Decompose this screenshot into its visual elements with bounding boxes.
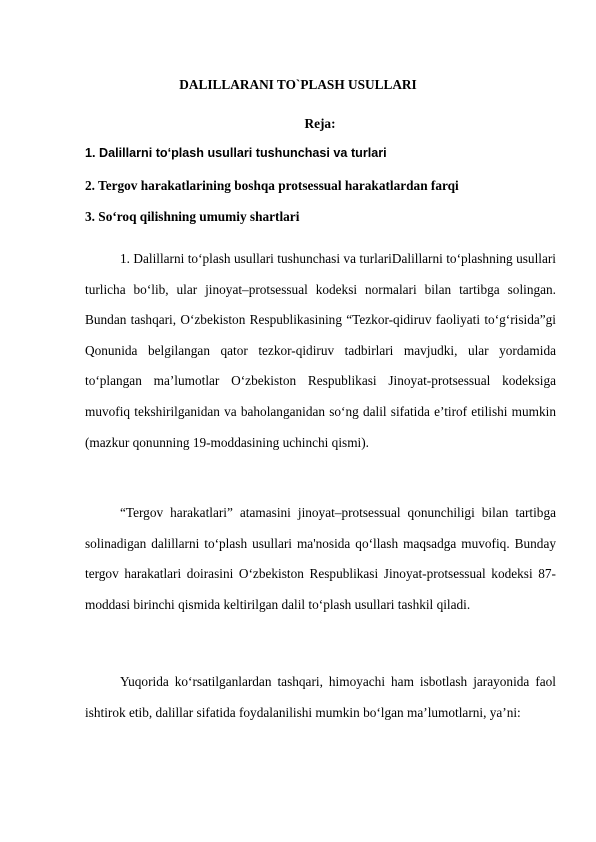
- plan-item-2: 2. Tergov harakatlarining boshqa protsessual harakatlardan farqi: [85, 178, 459, 193]
- body-paragraph-3: [85, 667, 556, 728]
- paragraph-text: “Tergov harakatlari” atamasini jinoyat–protsessual qonunchiligi bilan tartibga solinadigan dalillarni to‘plash usullari ma'nosida qo‘llash maqsadga muvofiq. Bunday tergov harakatlari doirasini O‘zbekiston Respublikasi Jinoyat-protsessual kodeksi 87-moddasi birinchi qismida keltirilgan dalil to‘plash usullari tashkil qiladi.: [85, 505, 556, 612]
- plan-item-3: 3. So‘roq qilishning umumiy shartlari: [85, 209, 300, 224]
- body-paragraph-2: [85, 498, 556, 620]
- document-title: DALILLARANI TO`PLASH USULLARI: [179, 77, 417, 92]
- paragraph-text: Yuqorida ko‘rsatilganlardan tashqari, himoyachi ham isbotlash jarayonida faol ishtirok etib, dalillar sifatida foydalanilishi mumkin bo‘lgan ma’lumotlarni, ya’ni:: [85, 674, 556, 720]
- paragraph-text: 1. Dalillarni to‘plash usullari tushunchasi va turlariDalillarni to‘plashning usullari turlicha bo‘lib, ular jinoyat–protsessual kodeksi normalari bilan tartibga solingan. Bundan tashqari, O‘zbekiston Respublikasining “Tezkor-qidiruv faoliyati to‘g‘risida”gi Qonunida belgilangan qator tezkor-qidiruv tadbirlari mavjudki, ular yordamida to‘plangan ma’lumotlar O‘zbekiston Respublikasi Jinoyat-protsessual kodeksiga muvofiq tekshirilganidan va baholanganidan so‘ng dalil sifatida e’tirof etilishi mumkin (mazkur qonunning 19-moddasining uchinchi qismi).: [85, 251, 556, 450]
- plan-item-1: 1. Dalillarni to‘plash usullari tushunchasi va turlari: [85, 146, 387, 160]
- plan-heading: Reja:: [304, 116, 336, 131]
- body-paragraph-1: [85, 244, 556, 458]
